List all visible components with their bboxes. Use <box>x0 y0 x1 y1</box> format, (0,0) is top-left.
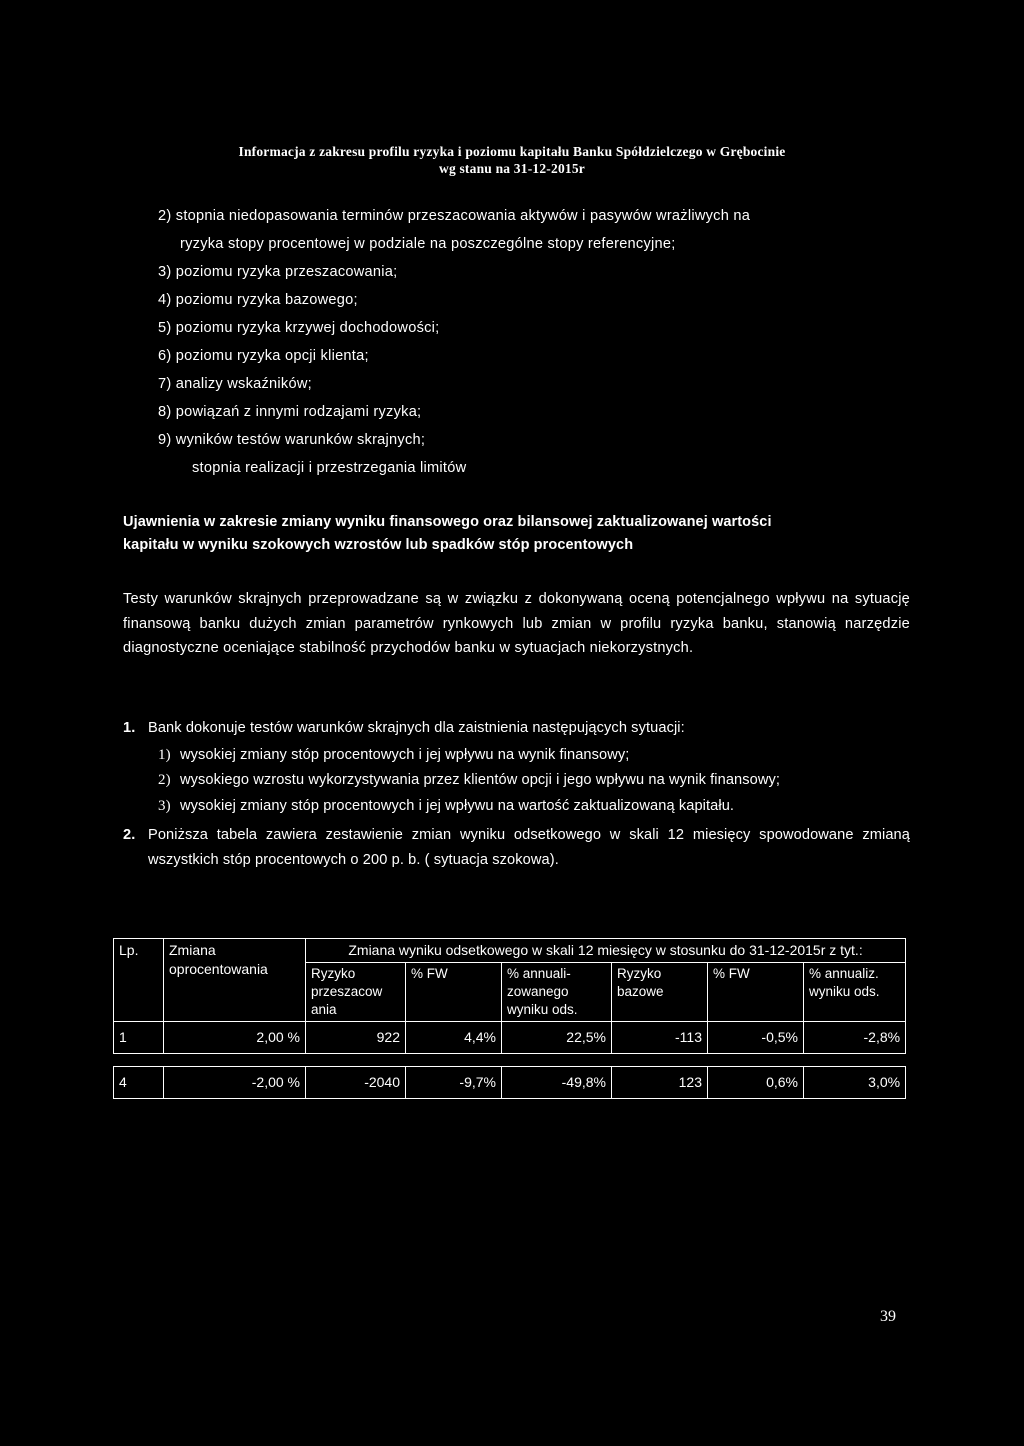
sub-item-number: 3) <box>158 797 171 814</box>
row-rate-change: 2,00 % <box>164 1022 306 1054</box>
sub-item-number: 2) <box>158 772 171 788</box>
header-line-1: Informacja z zakresu profilu ryzyka i poziomu kapitału Banku Spółdzielczego w Grębocinie <box>238 144 786 159</box>
subheader-cell: % FW <box>708 963 804 1022</box>
row-value: 22,5% <box>502 1022 612 1054</box>
list-item: stopnia realizacji i przestrzegania limitów <box>192 460 467 476</box>
item-text: Bank dokonuje testów warunków skrajnych dla zaistnienia następujących sytuacji: <box>148 720 685 736</box>
list-item: 7) analizy wskaźników; <box>158 376 312 392</box>
numbered-list <box>123 716 913 872</box>
row-value: -9,7% <box>406 1067 502 1099</box>
row-value: 4,4% <box>406 1022 502 1054</box>
sub-item <box>158 768 913 794</box>
list-item: 2) stopnia niedopasowania terminów przeszacowania aktywów i pasywów wrażliwych na <box>158 208 751 224</box>
row-value: 123 <box>612 1067 708 1099</box>
page-number: 39 <box>880 1308 896 1325</box>
row-value: 0,6% <box>708 1067 804 1099</box>
row-value: -0,5% <box>708 1022 804 1054</box>
item-text: Poniższa tabela zawiera zestawienie zmian wyniku odsetkowego w skali 12 miesięcy spowodowane zmianą wszystkich stóp procentowych o 200 p. b. ( sytuacja szokowa). <box>148 827 910 868</box>
sub-item <box>158 794 913 820</box>
row-lp: 1 <box>114 1022 164 1054</box>
sub-item <box>158 743 913 769</box>
row-value: 922 <box>306 1022 406 1054</box>
item-number: 1. <box>123 720 136 736</box>
section-title <box>123 511 913 557</box>
header-rate-change: Zmiana oprocentowania <box>164 939 306 1022</box>
sub-item-text: wysokiej zmiany stóp procentowych i jej wpływu na wartość zaktualizowaną kapitału. <box>180 797 735 814</box>
header-line-2: wg stanu na 31-12-2015r <box>439 161 585 176</box>
table-row <box>114 1067 906 1099</box>
table-gap-row <box>114 1054 906 1067</box>
section-title-line-1: Ujawnienia w zakresie zmiany wyniku finansowego oraz bilansowej zaktualizowanej wartości <box>123 514 772 530</box>
list-item: 5) poziomu ryzyka krzywej dochodowości; <box>158 320 440 336</box>
sub-item-number: 1) <box>158 746 171 763</box>
risk-analysis-list <box>158 202 918 482</box>
subheader-cell: Ryzyko przeszacow ania <box>306 963 406 1022</box>
numbered-item-1 <box>123 716 913 741</box>
list-item: 4) poziomu ryzyka bazowego; <box>158 292 358 308</box>
stress-test-paragraph: Testy warunków skrajnych przeprowadzane są w związku z dokonywaną oceną potencjalnego wpływu na sytuację finansową banku dużych zmian parametrów rynkowych lub zmian w profilu ryzyka banku, stanowią narzędzie diagnostyczne oceniające stabilność przychodów banku w sytuacjach niekorzystnych. <box>123 591 910 656</box>
section-title-line-2: kapitału w wyniku szokowych wzrostów lub spadków stóp procentowych <box>123 537 634 553</box>
document-header <box>0 143 1024 177</box>
item-number: 2. <box>123 827 136 843</box>
interest-result-table <box>113 938 906 1099</box>
header-lp: Lp. <box>114 939 164 1022</box>
table-header-row <box>114 939 906 963</box>
sub-list <box>123 743 913 820</box>
row-value: -2040 <box>306 1067 406 1099</box>
list-item: 8) powiązań z innymi rodzajami ryzyka; <box>158 404 422 420</box>
header-group: Zmiana wyniku odsetkowego w skali 12 miesięcy w stosunku do 31-12-2015r z tyt.: <box>306 939 906 963</box>
numbered-item-2 <box>123 823 913 872</box>
list-item: 6) poziomu ryzyka opcji klienta; <box>158 348 369 364</box>
row-value: 3,0% <box>804 1067 906 1099</box>
row-value: -49,8% <box>502 1067 612 1099</box>
list-item: 3) poziomu ryzyka przeszacowania; <box>158 264 398 280</box>
subheader-cell: % FW <box>406 963 502 1022</box>
row-value: -2,8% <box>804 1022 906 1054</box>
row-value: -113 <box>612 1022 708 1054</box>
list-item-continuation: ryzyka stopy procentowej w podziale na poszczególne stopy referencyjne; <box>180 236 676 252</box>
row-rate-change: -2,00 % <box>164 1067 306 1099</box>
sub-item-text: wysokiej zmiany stóp procentowych i jej wpływu na wynik finansowy; <box>180 746 630 763</box>
gap-cell <box>114 1054 906 1067</box>
list-item: 9) wyników testów warunków skrajnych; <box>158 432 426 448</box>
subheader-cell: % annualiz. wyniku ods. <box>804 963 906 1022</box>
table-row <box>114 1022 906 1054</box>
subheader-cell: Ryzyko bazowe <box>612 963 708 1022</box>
subheader-cell: % annuali-zowanego wyniku ods. <box>502 963 612 1022</box>
sub-item-text: wysokiego wzrostu wykorzystywania przez klientów opcji i jego wpływu na wynik finansowy; <box>180 772 781 788</box>
row-lp: 4 <box>114 1067 164 1099</box>
